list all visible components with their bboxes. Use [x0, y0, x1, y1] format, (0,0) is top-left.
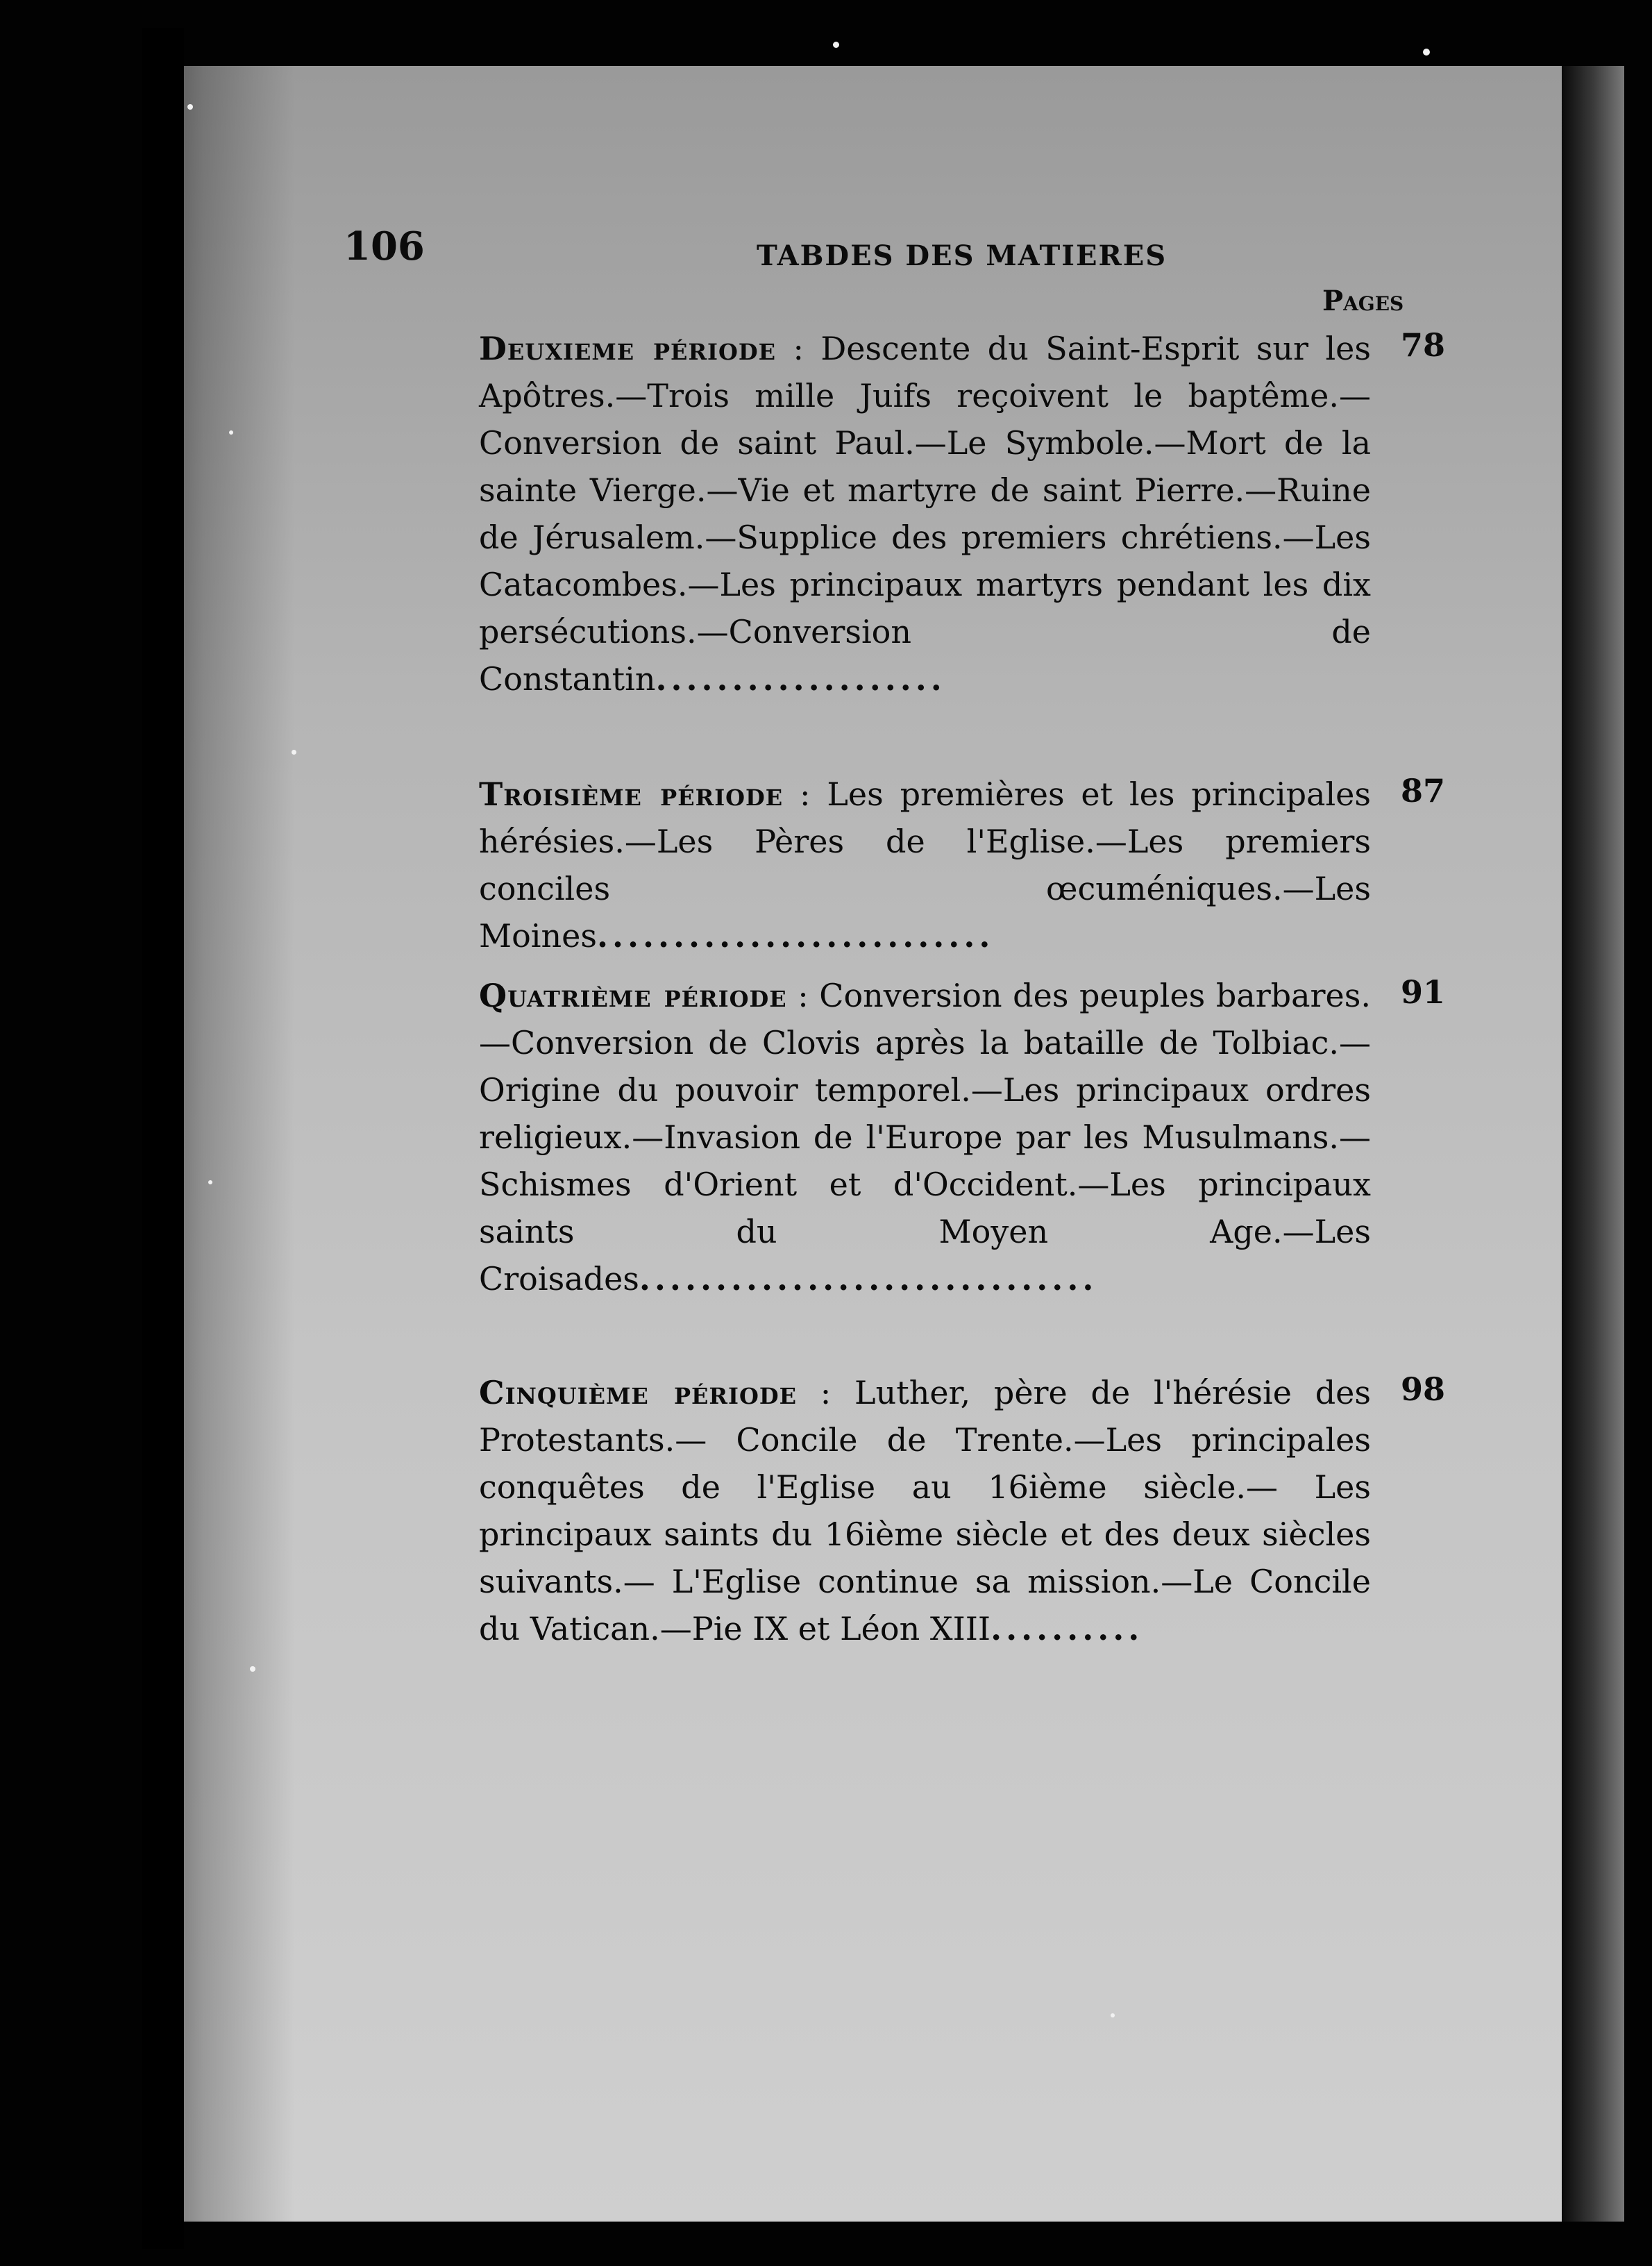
running-title: TABDES DES MATIERES	[757, 240, 1168, 272]
dot-leader: ..........	[991, 1610, 1144, 1647]
scan-speck	[229, 430, 233, 435]
scan-speck	[1111, 2013, 1115, 2017]
entry-text: : Les premières et les principales hérésies.—Les Pères de l'Eglise.—Les premiers conciles œcuméniques.—Les Moines	[479, 775, 1371, 955]
scan-speck	[208, 1180, 212, 1184]
entry-page-number: 87	[1401, 772, 1446, 809]
entry-heading: Quatrième période	[479, 977, 787, 1014]
entry-page-number: 98	[1401, 1370, 1446, 1408]
toc-entry	[479, 771, 1371, 959]
entry-page-number: 91	[1401, 973, 1446, 1011]
entry-page-number: 78	[1401, 326, 1446, 364]
scan-speck	[833, 42, 839, 48]
gutter-shadow	[142, 28, 184, 2249]
entry-text: : Luther, père de l'hérésie des Protestants.— Concile de Trente.—Les principales conquêtes de l'Eglise au 16ième siècle.— Les principaux saints du 16ième siècle et des deux siècles suivants.— L'Eglise continue sa mission.—Le Concile du Vatican.—Pie IX et Léon XIII	[479, 1374, 1371, 1647]
scan-speck	[1423, 49, 1430, 56]
toc-entry	[479, 1369, 1371, 1652]
scan-speck	[187, 104, 193, 110]
dot-leader: ..............................	[639, 1260, 1098, 1298]
page-number: 106	[344, 224, 425, 269]
scan-speck	[292, 750, 296, 755]
dot-leader: ...................	[655, 660, 946, 698]
pages-column-label: Pages	[1322, 285, 1404, 317]
toc-entry	[479, 325, 1371, 703]
page-edge	[1562, 66, 1624, 2222]
entry-heading: Troisième période	[479, 775, 784, 813]
entry-heading: Deuxieme période	[479, 330, 777, 367]
toc-entry	[479, 972, 1371, 1302]
dot-leader: ..........................	[596, 917, 995, 955]
scan-speck	[250, 1666, 255, 1672]
entry-text: : Descente du Saint-Esprit sur les Apôtres.—Trois mille Juifs reçoivent le baptême.—Conversion de saint Paul.—Le Symbole.—Mort de la sainte Vierge.—Vie et martyre de saint Pierre.—Ruine de Jérusalem.—Supplice des premiers chrétiens.—Les Catacombes.—Les principaux martyrs pendant les dix persécutions.—Conversion de Constantin	[479, 330, 1372, 698]
entry-heading: Cinquième période	[479, 1374, 797, 1411]
entry-text: : Conversion des peuples barbares.—Conversion de Clovis après la bataille de Tolbiac.—Origine du pouvoir temporel.—Les principaux ordres religieux.—Invasion de l'Europe par les Musulmans.—Schismes d'Orient et d'Occident.—Les principaux saints du Moyen Age.—Les Croisades	[479, 977, 1371, 1298]
